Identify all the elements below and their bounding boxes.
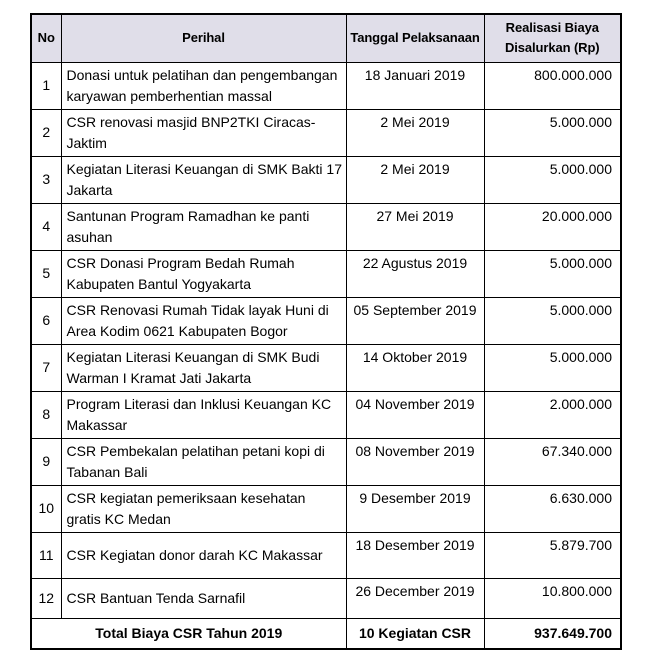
cell-realisasi: 5.000.000 bbox=[484, 109, 621, 156]
table-row bbox=[31, 297, 621, 344]
cell-perihal: CSR Bantuan Tenda Sarnafil bbox=[61, 578, 346, 618]
cell-tanggal: 9 Desember 2019 bbox=[346, 485, 484, 532]
cell-no: 7 bbox=[31, 344, 61, 391]
cell-realisasi: 20.000.000 bbox=[484, 203, 621, 250]
cell-perihal: CSR kegiatan pemeriksaan kesehatan gratis KC Medan bbox=[61, 485, 346, 532]
table-row bbox=[31, 203, 621, 250]
cell-realisasi: 10.800.000 bbox=[484, 578, 621, 618]
cell-perihal: CSR Pembekalan pelatihan petani kopi di Tabanan Bali bbox=[61, 438, 346, 485]
csr-table bbox=[30, 13, 622, 650]
cell-perihal: CSR Renovasi Rumah Tidak layak Huni di Area Kodim 0621 Kabupaten Bogor bbox=[61, 297, 346, 344]
cell-tanggal: 18 Januari 2019 bbox=[346, 62, 484, 109]
cell-perihal: CSR Kegiatan donor darah KC Makassar bbox=[61, 532, 346, 578]
cell-tanggal: 18 Desember 2019 bbox=[346, 532, 484, 578]
cell-perihal: Donasi untuk pelatihan dan pengembangan karyawan pemberhentian massal bbox=[61, 62, 346, 109]
header-cell-tanggal: Tanggal Pelaksanaan bbox=[346, 14, 484, 62]
cell-realisasi: 6.630.000 bbox=[484, 485, 621, 532]
cell-no: 5 bbox=[31, 250, 61, 297]
cell-tanggal: 04 November 2019 bbox=[346, 391, 484, 438]
cell-tanggal: 27 Mei 2019 bbox=[346, 203, 484, 250]
cell-no: 4 bbox=[31, 203, 61, 250]
cell-realisasi: 5.000.000 bbox=[484, 250, 621, 297]
cell-tanggal: 26 December 2019 bbox=[346, 578, 484, 618]
header-cell-realisasi: Realisasi Biaya Disalurkan (Rp) bbox=[484, 14, 621, 62]
cell-tanggal: 05 September 2019 bbox=[346, 297, 484, 344]
table-row bbox=[31, 62, 621, 109]
cell-perihal: Kegiatan Literasi Keuangan di SMK Bakti 17 Jakarta bbox=[61, 156, 346, 203]
total-row bbox=[31, 618, 621, 649]
cell-realisasi: 5.000.000 bbox=[484, 297, 621, 344]
cell-tanggal: 08 November 2019 bbox=[346, 438, 484, 485]
table-row bbox=[31, 485, 621, 532]
cell-realisasi: 67.340.000 bbox=[484, 438, 621, 485]
total-label-cell: Total Biaya CSR Tahun 2019 bbox=[31, 618, 346, 649]
table-row bbox=[31, 250, 621, 297]
table-row bbox=[31, 532, 621, 578]
cell-perihal: Program Literasi dan Inklusi Keuangan KC Makassar bbox=[61, 391, 346, 438]
cell-perihal: Kegiatan Literasi Keuangan di SMK Budi Warman I Kramat Jati Jakarta bbox=[61, 344, 346, 391]
table-row bbox=[31, 109, 621, 156]
table-row bbox=[31, 391, 621, 438]
cell-no: 1 bbox=[31, 62, 61, 109]
cell-perihal: CSR renovasi masjid BNP2TKI Ciracas-Jaktim bbox=[61, 109, 346, 156]
cell-realisasi: 5.000.000 bbox=[484, 344, 621, 391]
cell-no: 10 bbox=[31, 485, 61, 532]
header-cell-no: No bbox=[31, 14, 61, 62]
cell-no: 11 bbox=[31, 532, 61, 578]
total-kegiatan-cell: 10 Kegiatan CSR bbox=[346, 618, 484, 649]
cell-tanggal: 14 Oktober 2019 bbox=[346, 344, 484, 391]
cell-realisasi: 800.000.000 bbox=[484, 62, 621, 109]
table-row bbox=[31, 156, 621, 203]
table-body bbox=[31, 62, 621, 618]
cell-no: 8 bbox=[31, 391, 61, 438]
cell-tanggal: 22 Agustus 2019 bbox=[346, 250, 484, 297]
cell-no: 12 bbox=[31, 578, 61, 618]
cell-no: 6 bbox=[31, 297, 61, 344]
cell-perihal: Santunan Program Ramadhan ke panti asuhan bbox=[61, 203, 346, 250]
cell-perihal: CSR Donasi Program Bedah Rumah Kabupaten Bantul Yogyakarta bbox=[61, 250, 346, 297]
table-row bbox=[31, 578, 621, 618]
cell-realisasi: 5.879.700 bbox=[484, 532, 621, 578]
cell-no: 3 bbox=[31, 156, 61, 203]
cell-no: 2 bbox=[31, 109, 61, 156]
cell-tanggal: 2 Mei 2019 bbox=[346, 156, 484, 203]
table-header bbox=[31, 14, 621, 62]
cell-no: 9 bbox=[31, 438, 61, 485]
cell-realisasi: 2.000.000 bbox=[484, 391, 621, 438]
header-cell-perihal: Perihal bbox=[61, 14, 346, 62]
cell-tanggal: 2 Mei 2019 bbox=[346, 109, 484, 156]
table-footer bbox=[31, 618, 621, 649]
table-row bbox=[31, 438, 621, 485]
header-row bbox=[31, 14, 621, 62]
table-row bbox=[31, 344, 621, 391]
cell-realisasi: 5.000.000 bbox=[484, 156, 621, 203]
total-realisasi-cell: 937.649.700 bbox=[484, 618, 621, 649]
